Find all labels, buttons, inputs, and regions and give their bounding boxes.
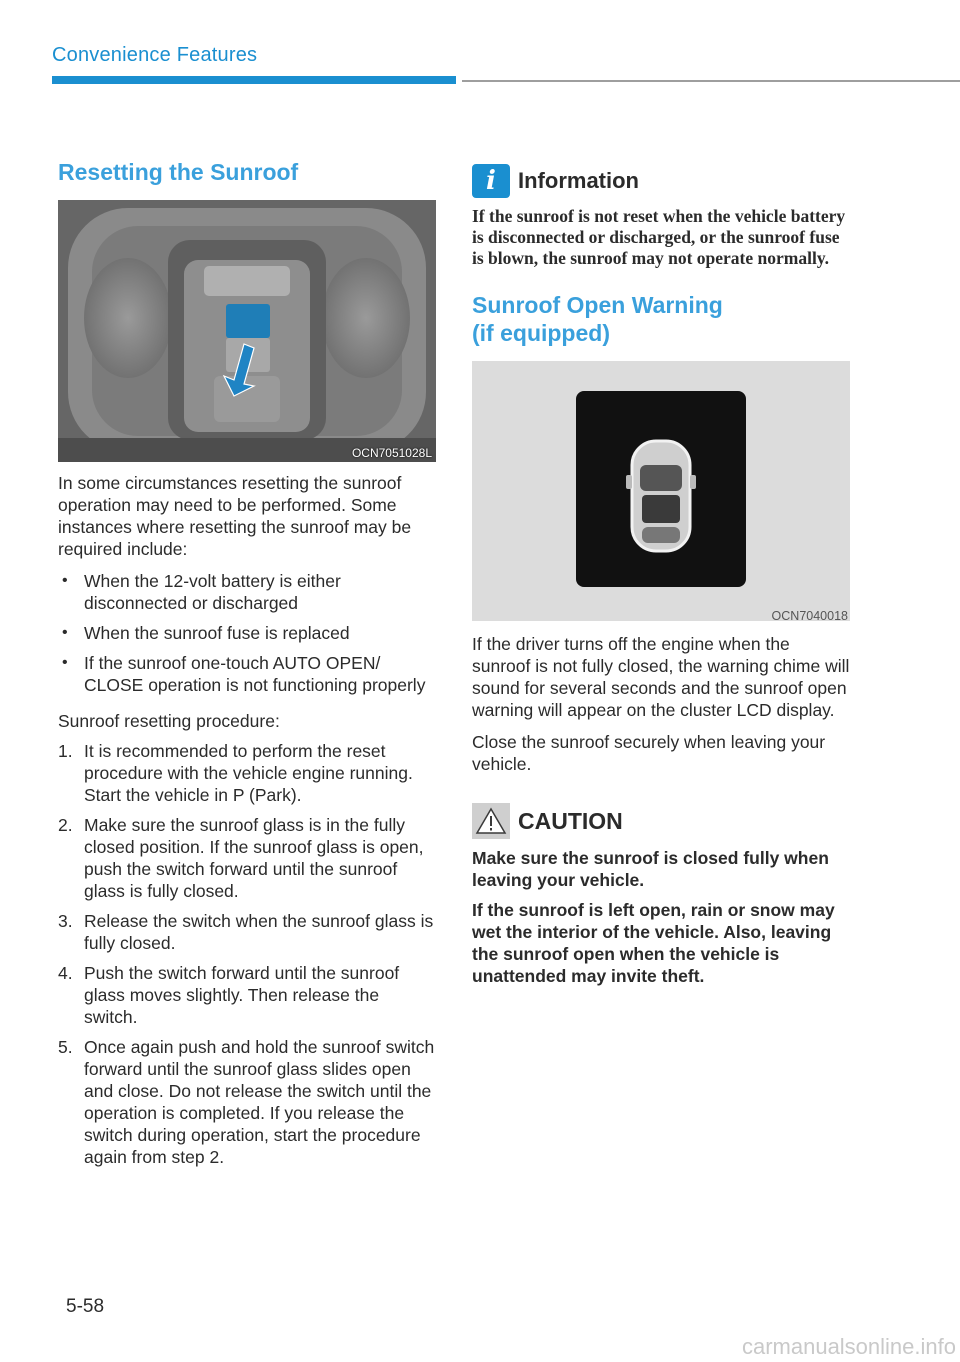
header-rule-accent xyxy=(52,76,456,84)
reset-steps-list xyxy=(58,740,436,1168)
close-sunroof-paragraph: Close the sunroof securely when leaving your vehicle. xyxy=(472,732,826,774)
cluster-lcd-screen xyxy=(576,391,746,587)
caution-body xyxy=(472,847,852,987)
heading-resetting-sunroof: Resetting the Sunroof xyxy=(58,159,299,185)
intro-paragraph: In some circumstances resetting the sunroof operation may need to be performed. Some instances where resetting the sunroof may be required include: xyxy=(58,473,412,559)
heading-sunroof-warning xyxy=(472,291,852,347)
list-item: • When the 12-volt battery is either disconnected or discharged xyxy=(58,570,436,614)
warning-triangle-icon xyxy=(472,803,510,839)
caution-title: CAUTION xyxy=(518,807,623,834)
step-text: Once again push and hold the sunroof switch forward until the sunroof glass slides open and close. Do not release the switch until the operation is completed. If you release the switch during operation, start the procedure again from step 2. xyxy=(84,1037,435,1167)
cluster-warning-figure xyxy=(472,361,850,621)
step-item xyxy=(58,962,436,1028)
step-item xyxy=(58,910,436,954)
step-number: 1. xyxy=(58,741,73,761)
page-number: 5-58 xyxy=(66,1296,105,1317)
header-rule xyxy=(462,80,960,82)
procedure-label: Sunroof resetting procedure: xyxy=(58,711,280,731)
step-item xyxy=(58,814,436,902)
information-title: Information xyxy=(518,168,639,193)
step-text: Release the switch when the sunroof glass is fully closed. xyxy=(84,911,434,953)
figure-code: OCN7051028L xyxy=(351,446,432,460)
information-text: If the sunroof is not reset when the vehicle battery is disconnected or discharged, or the sunroof fuse is blown, the sunroof may not operate normally. xyxy=(472,206,846,268)
information-icon: i xyxy=(472,164,510,198)
caution-header xyxy=(472,803,852,839)
overhead-console-figure xyxy=(58,200,436,462)
warning-paragraph: If the driver turns off the engine when the sunroof is not fully closed, the warning chime will sound for several seconds and the sunroof open warning will appear on the cluster LCD display. xyxy=(472,634,850,720)
car-top-view-icon xyxy=(576,391,746,587)
step-item xyxy=(58,1036,436,1168)
heading-line: Sunroof Open Warning xyxy=(472,292,723,318)
step-text: Push the switch forward until the sunroof glass moves slightly. Then release the switch. xyxy=(84,963,400,1027)
overhead-console-illustration xyxy=(58,200,436,462)
step-number: 5. xyxy=(58,1037,73,1057)
step-text: It is recommended to perform the reset procedure with the vehicle engine running. Start the vehicle in P (Park). xyxy=(84,741,413,805)
step-text: Make sure the sunroof glass is in the fully closed position. If the sunroof glass is open, push the switch forward until the sunroof glass is fully closed. xyxy=(84,815,424,901)
section-title: Convenience Features xyxy=(52,44,258,66)
caution-text: If the sunroof is left open, rain or snow may wet the interior of the vehicle. Also, leaving the sunroof open when the vehicle is unattended may invite theft. xyxy=(472,900,835,986)
step-number: 4. xyxy=(58,963,73,983)
left-column xyxy=(58,158,436,1176)
reset-conditions-list xyxy=(58,570,436,696)
step-number: 3. xyxy=(58,911,73,931)
list-item: • If the sunroof one-touch AUTO OPEN/ CLOSE operation is not functioning properly xyxy=(58,652,436,696)
list-item: • When the sunroof fuse is replaced xyxy=(58,622,436,644)
figure-code: OCN7040018 xyxy=(771,609,848,623)
step-item xyxy=(58,740,436,806)
step-number: 2. xyxy=(58,815,73,835)
information-header xyxy=(472,164,852,198)
heading-line: (if equipped) xyxy=(472,320,610,346)
watermark: carmanualsonline.info xyxy=(741,1334,956,1359)
caution-text: Make sure the sunroof is closed fully when leaving your vehicle. xyxy=(472,848,829,890)
right-column xyxy=(472,164,852,987)
